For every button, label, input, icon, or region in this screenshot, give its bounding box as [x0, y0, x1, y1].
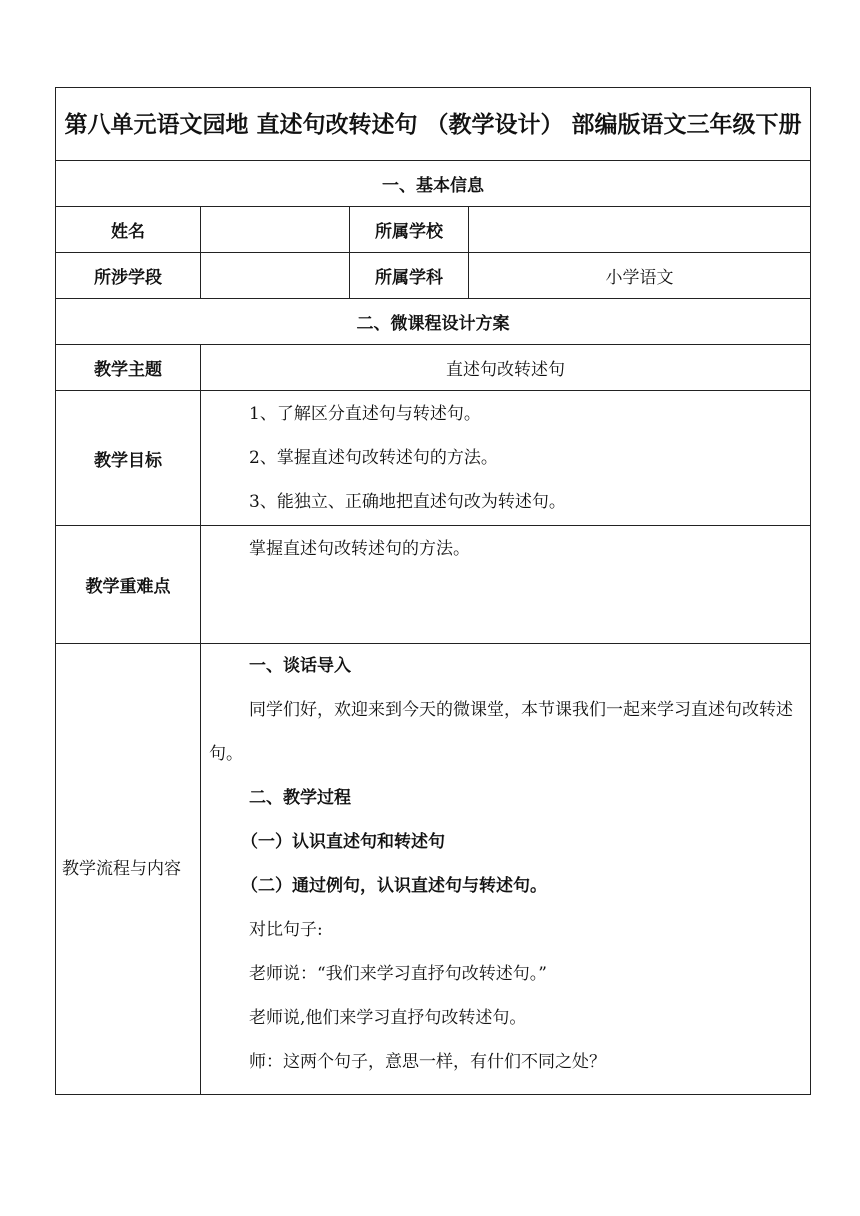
goals-label: 教学目标	[56, 391, 201, 526]
flow-compare-label: 对比句子:	[249, 920, 323, 940]
lesson-plan-table	[55, 87, 811, 1095]
school-label: 所属学校	[350, 207, 469, 253]
flow-question: 师：这两个句子，意思一样，有什们不同之处？	[249, 1052, 606, 1072]
flow-example-direct: 老师说：“我们来学习直抒句改转述句。”	[249, 964, 547, 984]
section-basic-info-heading: 一、基本信息	[56, 161, 811, 207]
goal-item: 2、掌握直述句改转述句的方法。	[249, 448, 498, 468]
difficulty-value: 掌握直述句改转述句的方法。	[201, 526, 811, 644]
flow-subheading-2: （二）通过例句，认识直述句与转述句。	[241, 876, 547, 896]
subject-value: 小学语文	[469, 253, 811, 299]
flow-intro-text: 同学们好，欢迎来到今天的微课堂，本节课我们一起来学习直述句改转述句。	[209, 700, 793, 764]
flow-content	[201, 644, 811, 1095]
name-value	[201, 207, 350, 253]
document-title: 第八单元语文园地 直述句改转述句 （教学设计） 部编版语文三年级下册	[64, 112, 802, 138]
topic-value: 直述句改转述句	[201, 345, 811, 391]
stage-value	[201, 253, 350, 299]
stage-label: 所涉学段	[56, 253, 201, 299]
subject-label: 所属学科	[350, 253, 469, 299]
name-label: 姓名	[56, 207, 201, 253]
flow-subheading-1: （一）认识直述句和转述句	[241, 832, 445, 852]
section-design-heading: 二、微课程设计方案	[56, 299, 811, 345]
goals-list	[201, 391, 811, 526]
flow-example-indirect: 老师说,他们来学习直抒句改转述句。	[249, 1008, 527, 1028]
difficulty-label: 教学重难点	[56, 526, 201, 644]
flow-label: 教学流程与内容	[56, 644, 201, 1095]
school-value	[469, 207, 811, 253]
document-title-cell	[56, 88, 811, 161]
goal-item: 1、了解区分直述句与转述句。	[249, 404, 481, 424]
goal-item: 3、能独立、正确地把直述句改为转述句。	[249, 492, 566, 512]
flow-heading-process: 二、教学过程	[249, 788, 351, 808]
topic-label: 教学主题	[56, 345, 201, 391]
flow-heading-intro: 一、谈话导入	[249, 656, 351, 676]
